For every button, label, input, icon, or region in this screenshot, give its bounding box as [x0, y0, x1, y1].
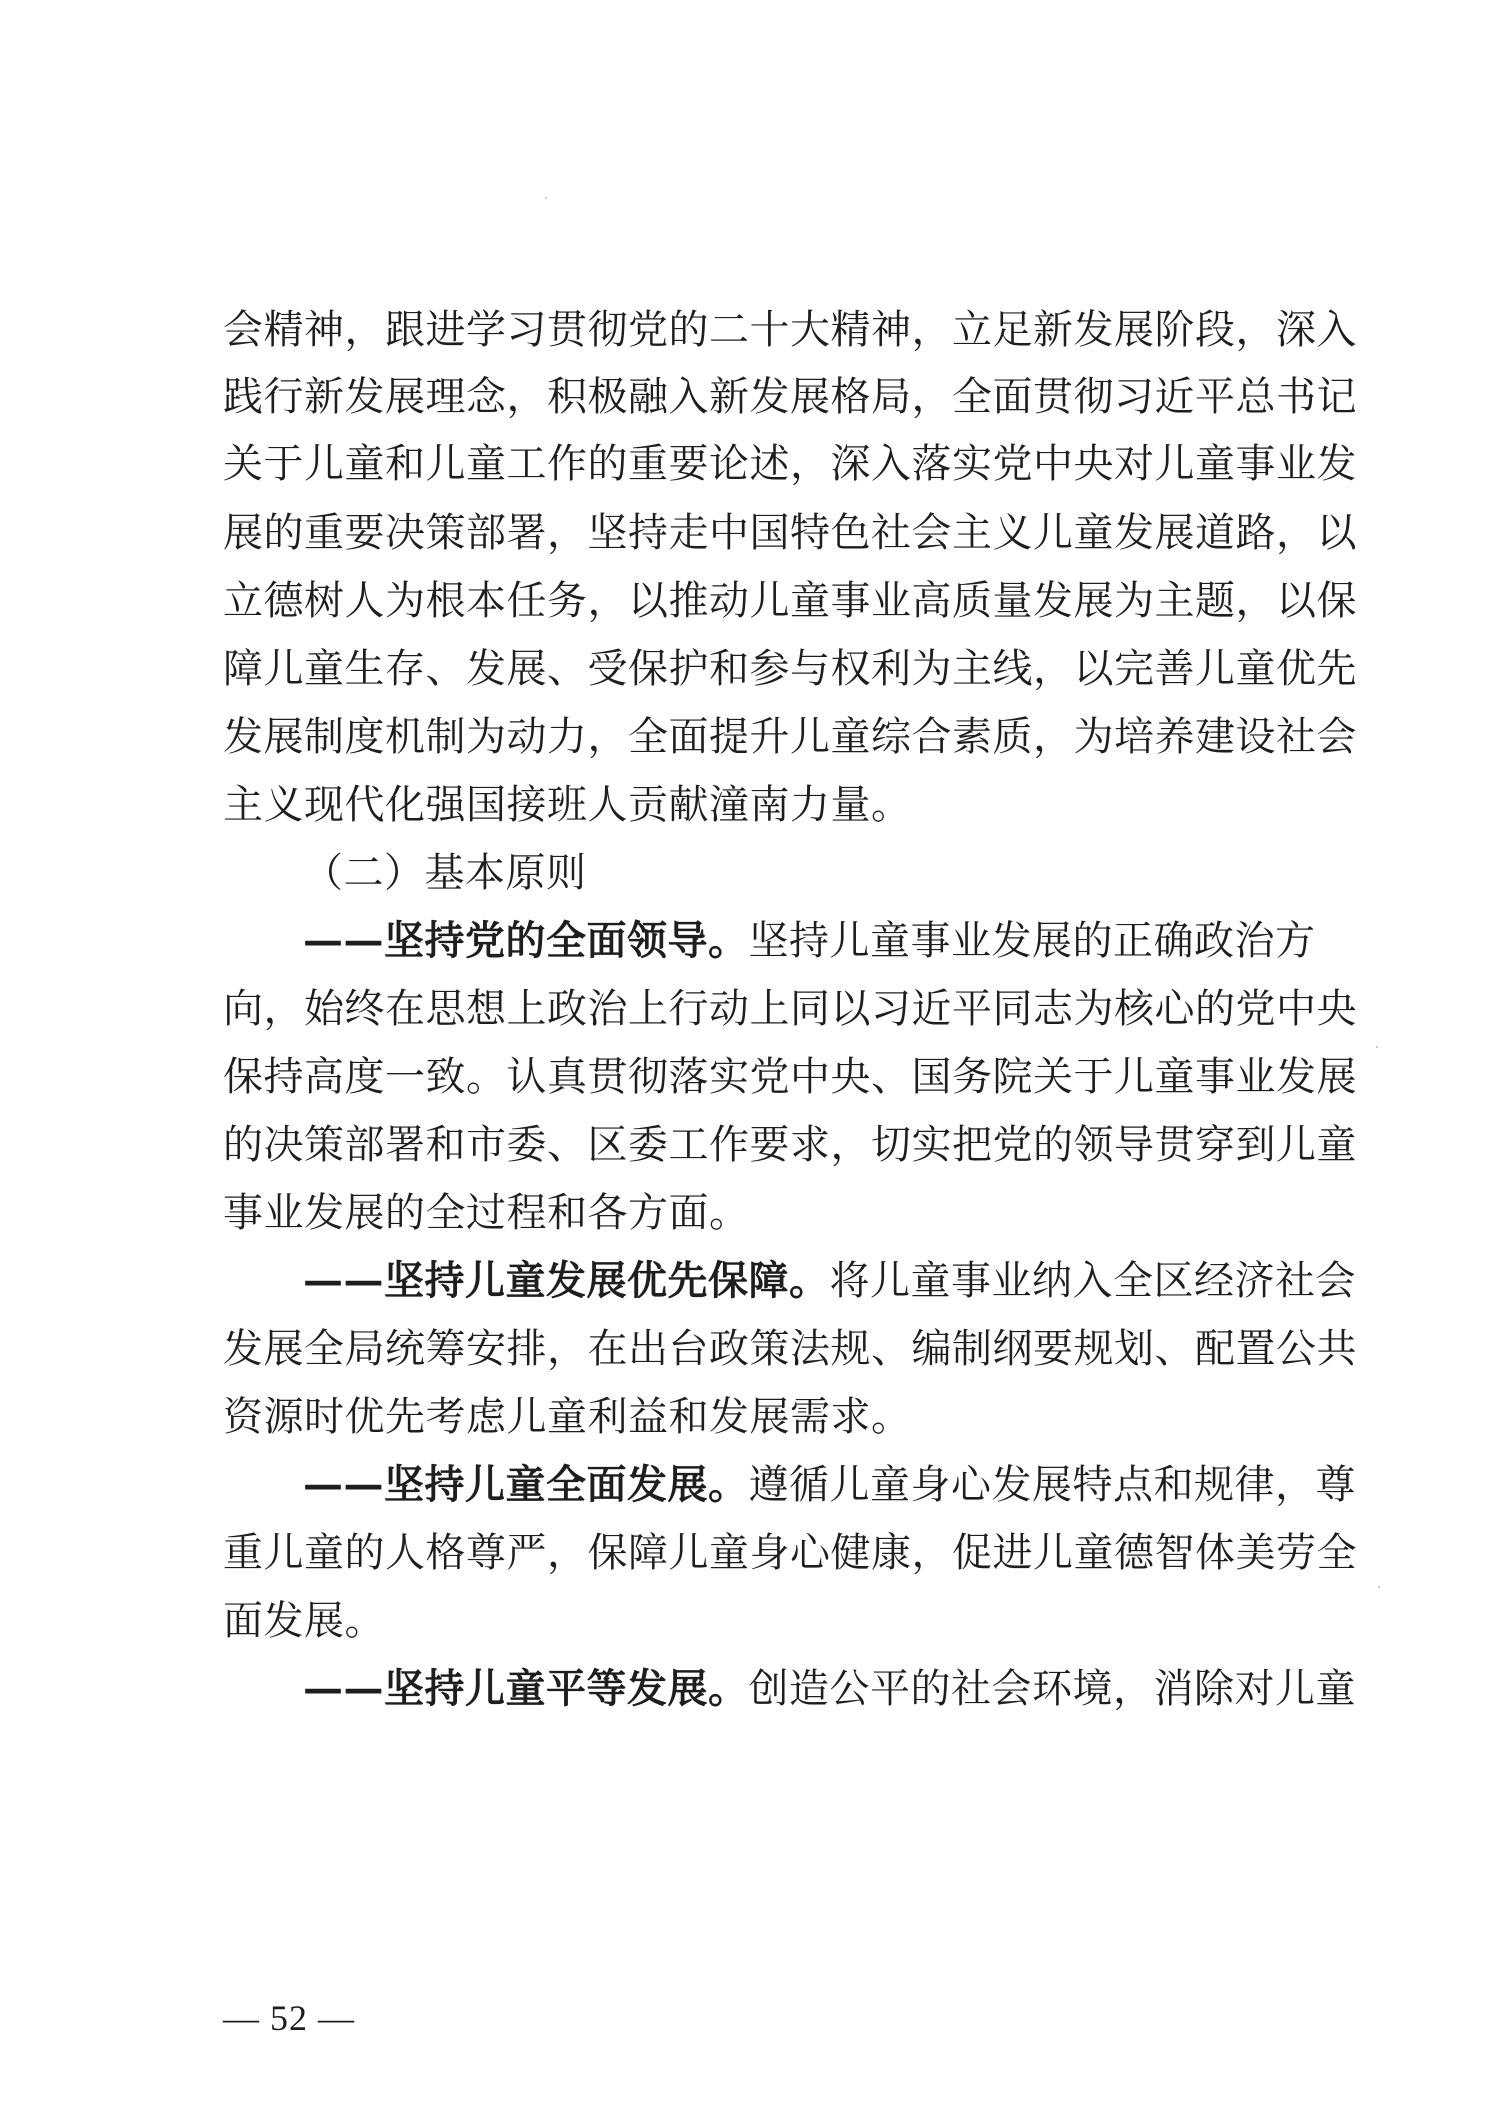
- body-text-line: 发展制度机制为动力，全面提升儿童综合素质，为培养建设社会: [223, 714, 1357, 760]
- principle-title: ——坚持党的全面领导。: [303, 917, 749, 964]
- body-text-line: 保持高度一致。认真贯彻落实党中央、国务院关于儿童事业发展: [223, 1054, 1357, 1100]
- principle-first-line: [303, 1455, 1356, 1515]
- principle-title: ——坚持儿童平等发展。: [303, 1665, 749, 1712]
- principle-title: ——坚持儿童发展优先保障。: [303, 1257, 830, 1304]
- body-text-line: 关于儿童和儿童工作的重要论述，深入落实党中央对儿童事业发: [223, 441, 1357, 487]
- body-text-line: 事业发展的全过程和各方面。: [223, 1190, 750, 1236]
- body-text-line: 立德树人为根本任务，以推动儿童事业高质量发展为主题，以保: [223, 578, 1357, 624]
- principle-first-line: [303, 1659, 1356, 1719]
- body-text-line: 会精神，跟进学习贯彻党的二十大精神，立足新发展阶段，深入: [223, 307, 1357, 353]
- principle-text: 将儿童事业纳入全区经济社会: [829, 1258, 1356, 1304]
- body-text-line: 障儿童生存、发展、受保护和参与权利为主线，以完善儿童优先: [223, 646, 1357, 692]
- body-text-line: 发展全局统筹安排，在出台政策法规、编制纲要规划、配置公共: [223, 1326, 1357, 1372]
- principle-title: ——坚持儿童全面发展。: [303, 1461, 749, 1508]
- body-text-line: 资源时优先考虑儿童利益和发展需求。: [223, 1394, 912, 1440]
- body-text-line: 向，始终在思想上政治上行动上同以习近平同志为核心的党中央: [223, 986, 1357, 1032]
- body-text-line: 重儿童的人格尊严，保障儿童身心健康，促进儿童德智体美劳全: [223, 1530, 1357, 1576]
- principle-text: 坚持儿童事业发展的正确政治方: [748, 918, 1316, 964]
- body-text-line: 践行新发展理念，积极融入新发展格局，全面贯彻习近平总书记: [223, 374, 1357, 420]
- principle-text: 创造公平的社会环境，消除对儿童: [748, 1666, 1356, 1712]
- body-text-line: 展的重要决策部署，坚持走中国特色社会主义儿童发展道路，以: [223, 510, 1357, 556]
- scan-speck: [1378, 1586, 1380, 1588]
- body-text-line: 主义现代化强国接班人贡献潼南力量。: [223, 782, 912, 828]
- body-text-line: 面发展。: [223, 1598, 385, 1644]
- principle-first-line: [303, 911, 1316, 971]
- scan-speck: [1376, 1046, 1378, 1048]
- principle-first-line: [303, 1251, 1356, 1311]
- page-number: — 52 —: [223, 1998, 355, 2038]
- principle-text: 遵循儿童身心发展特点和规律，尊: [748, 1462, 1356, 1508]
- section-heading: （二）基本原则: [303, 850, 587, 896]
- body-text-line: 的决策部署和市委、区委工作要求，切实把党的领导贯穿到儿童: [223, 1122, 1357, 1168]
- scan-speck: [545, 197, 547, 199]
